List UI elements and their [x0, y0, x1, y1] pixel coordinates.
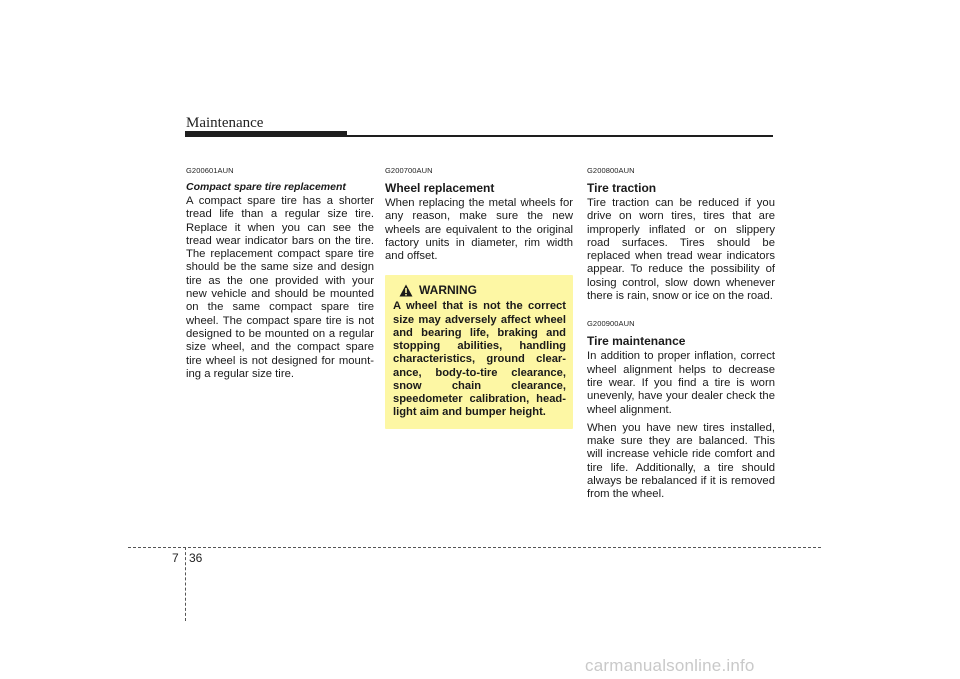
- warning-box: [385, 275, 573, 429]
- warning-title: [393, 283, 566, 297]
- page-header-title: Maintenance: [186, 115, 264, 131]
- warning-title-text: WARNING: [419, 283, 477, 298]
- section-subheading: Compact spare tire replacement: [186, 181, 346, 193]
- section-heading: Wheel replacement: [385, 181, 495, 195]
- footer-rule: [128, 547, 821, 548]
- body-paragraph: Tire traction can be reduced if you drive on worn tires, tires that are improperly inflated or on slippery road surfaces. Tires should be replaced when tread wear indicators appear. To reduce the possibility of losing control, slow down whenever there is rain, snow or ice on the road.: [587, 197, 775, 303]
- section-code: G200800AUN: [587, 166, 635, 175]
- body-paragraph: In addition to proper inflation, correct wheel alignment helps to decrease tire wear. If you find a tire is worn unevenly, have your dealer check the wheel alignment.: [587, 350, 775, 416]
- footer-vertical-rule: [185, 547, 186, 621]
- body-paragraph: When you have new tires installed, make sure they are balanced. This will increase vehicle ride comfort and tire life. Additionally, a tire should always be rebalanced if it is removed from the wheel.: [587, 421, 775, 501]
- page-number: 36: [189, 551, 203, 565]
- body-paragraph: A compact spare tire has a shorter tread life than a regular size tire. Replace it when you can see the tread wear indicator bars on the tire. The replacement compact spare tire should be the same size and design tire as the one provided with your new vehicle and should be mounted on the same compact spare tire wheel. The compact spare tire is not designed to be mounted on a regular size wheel, and the compact spare tire wheel is not designed for mount-ing a regular size tire.: [186, 195, 374, 380]
- section-code: G200700AUN: [385, 166, 433, 175]
- column-wheel-replacement: [385, 166, 573, 429]
- section-heading: Tire maintenance: [587, 334, 686, 349]
- column-tires: [587, 166, 775, 502]
- header-rule-thin: [347, 135, 773, 137]
- chapter-number: 7: [172, 551, 179, 565]
- column-compact-spare: [186, 166, 374, 381]
- section-code: G200900AUN: [587, 319, 635, 329]
- warning-text: A wheel that is not the correct size may adversely affect wheel and bearing life, braking and stopping abilities, handling characteristics, ground clear-ance, body-to-tire clearance, snow chain clearance, speedometer calibration, head-light aim and bumper height.: [393, 300, 566, 419]
- section-code: G200601AUN: [186, 166, 234, 175]
- warning-triangle-icon: [399, 284, 413, 297]
- watermark: carmanualsonline.info: [585, 656, 755, 675]
- section-heading: Tire traction: [587, 181, 657, 195]
- header-rule-thick: [185, 131, 347, 137]
- body-paragraph: When replacing the metal wheels for any reason, make sure the new wheels are equivalent to the original factory units in diameter, rim width and offset.: [385, 197, 573, 263]
